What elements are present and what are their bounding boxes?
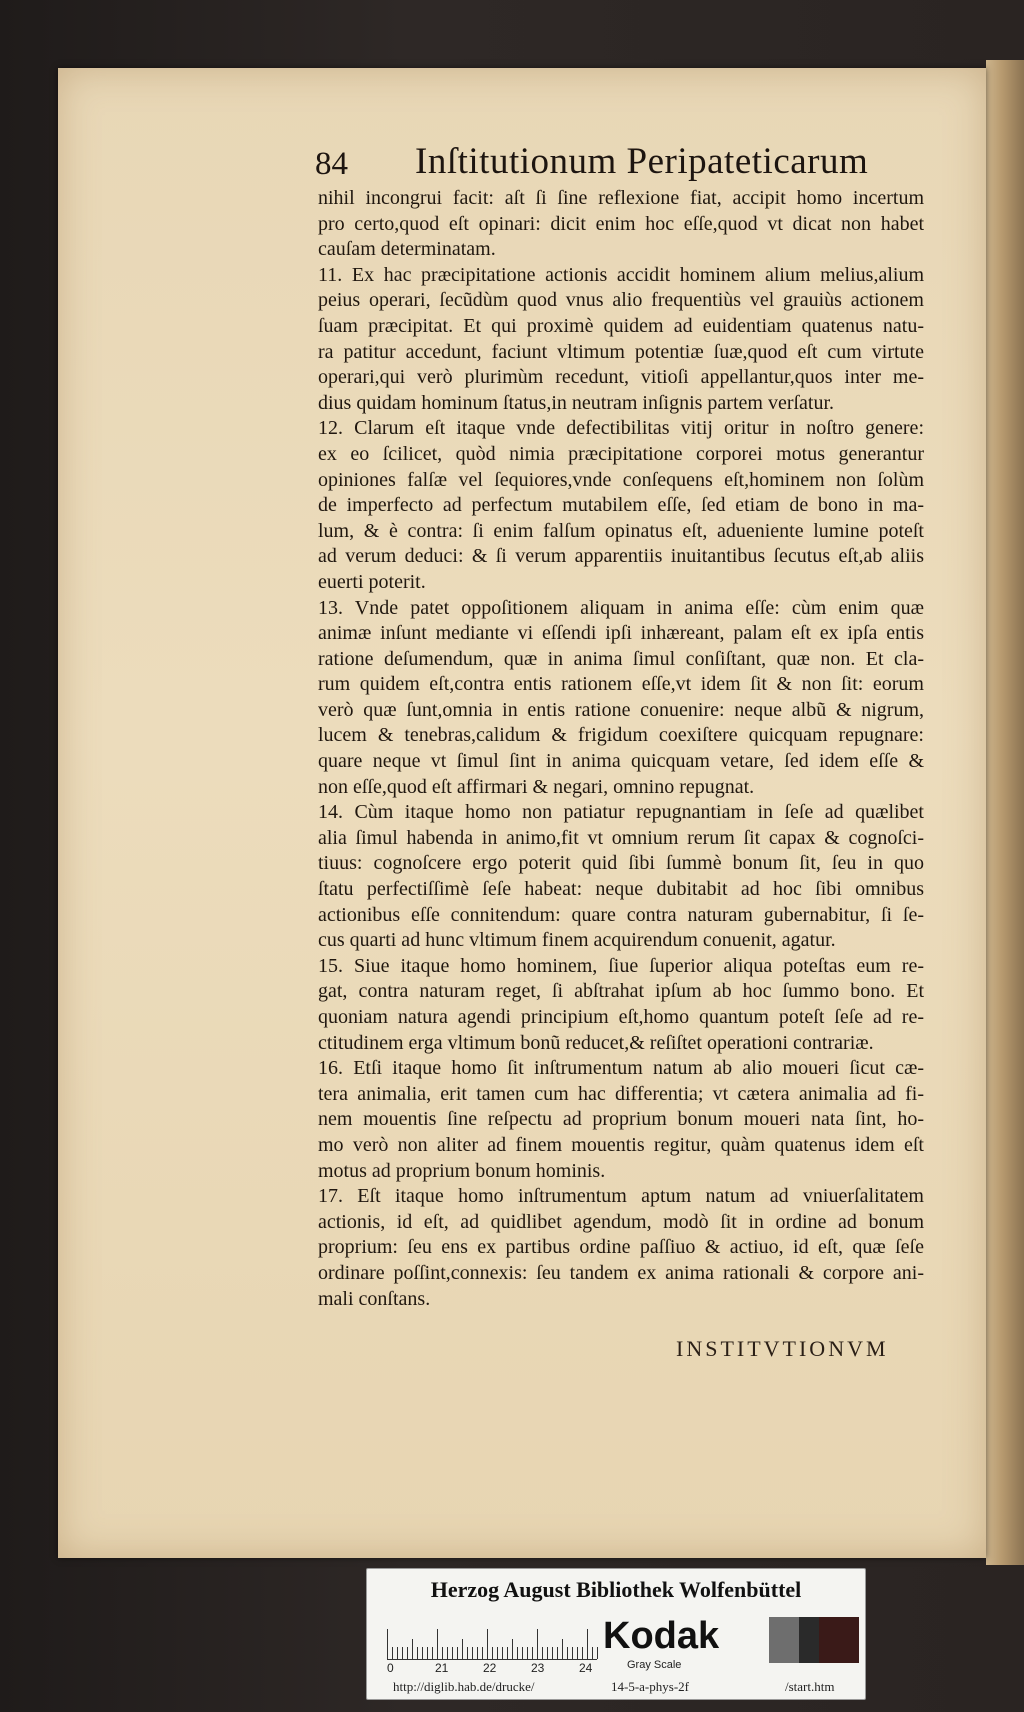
text-line: quare neque vt ſimul ſint in anima quicquam vetare, ſed idem eſſe & <box>318 750 924 773</box>
ruler-tick <box>412 1639 413 1659</box>
text-line: nem mouentis ſine reſpectu ad proprium bonum moueri nata ſint, ho- <box>318 1108 924 1131</box>
text-line: 12. Clarum eſt itaque vnde defectibilitas vitij oritur in noſtro genere: <box>318 417 924 440</box>
text-line: quoniam natura agendi principium eſt,homo quantum poteſt ſeſe ad re- <box>318 1006 924 1028</box>
text-line: lum, & è contra: ſi enim falſum opinatus eſt, adueniente lumine poteſt <box>318 519 924 542</box>
ruler-numbers <box>387 1661 607 1677</box>
start-link: /start.htm <box>785 1679 835 1694</box>
text-line: de imperfecto ad perfectum mutabilem eſſe, ſed etiam de bono in ma- <box>318 494 924 517</box>
text-line: mo verò non aliter ad finem mouentis regitur, quàm quatenus idem eſt <box>318 1133 924 1156</box>
text-line: 17. Eſt itaque homo inſtrumentum aptum natum ad vniuerſalitatem <box>318 1185 924 1208</box>
ruler-tick <box>497 1647 498 1659</box>
text-line: ex eo ſcilicet, quòd nimia præcipitatione corporei motus generantur <box>318 442 924 465</box>
ruler-tick <box>402 1647 403 1659</box>
text-line: verò quæ ſunt,omnia in entis ratione conuenire: neque albũ & nigrum, <box>318 698 924 721</box>
text-line: alia ſimul habenda in animo,fit vt omnium rerum ſit capax & cognoſci- <box>318 826 924 849</box>
text-line: 16. Etſi itaque homo ſit inſtrumentum natum ab alio moueri ſicut cæ- <box>318 1057 924 1080</box>
ruler-tick <box>422 1647 423 1659</box>
ruler-tick <box>432 1647 433 1659</box>
digital-library-url: http://diglib.hab.de/drucke/ <box>393 1679 535 1694</box>
ruler-number: 22 <box>483 1661 497 1675</box>
ruler-tick <box>407 1647 408 1659</box>
ruler-tick <box>597 1647 598 1659</box>
text-line: lucem & tenebras,calidum & frigidum coexiſtere quicquam repugnare: <box>318 724 924 747</box>
ruler-tick <box>442 1647 443 1659</box>
ruler-number: 24 <box>579 1661 593 1675</box>
text-line: tiuus: cognoſcere ergo poterit quid ſibi ſummè bonum ſit, ſeu in quo <box>318 852 924 875</box>
shelfmark: 14-5-a-phys-2f <box>611 1679 689 1694</box>
text-line: cus quarti ad hunc vltimum finem acquirendum conuenit, agatur. <box>318 929 836 952</box>
text-line: ſtatu perfectiſſimè ſeſe habeat: neque dubitabit ad hoc ſibi omnibus <box>318 878 924 901</box>
text-line: ctitudinem erga vltimum bonũ reducet,& reſiſtet operationi contrariæ. <box>318 1031 874 1054</box>
ruler-tick <box>557 1647 558 1659</box>
ruler-tick <box>542 1647 543 1659</box>
text-line: 13. Vnde patet oppoſitionem aliquam in anima eſſe: cùm enim quæ <box>318 596 924 619</box>
kodak-logo: Kodak <box>603 1615 720 1657</box>
ruler-tick <box>397 1647 398 1659</box>
ruler-tick <box>387 1629 388 1659</box>
text-line: operari,qui verò plurimùm recedunt, vitioſi appellantur,quos inter me- <box>318 366 924 389</box>
ruler-tick <box>487 1629 488 1659</box>
ruler-tick <box>547 1647 548 1659</box>
text-line: ad verum deduci: & ſi verum apparentiis inuitantibus ſecutus eſt,ab aliis <box>318 545 924 568</box>
ruler-tick <box>467 1647 468 1659</box>
text-line: motus ad proprium bonum hominis. <box>318 1159 606 1182</box>
ruler-tick <box>417 1647 418 1659</box>
ruler-tick <box>457 1647 458 1659</box>
ruler-tick <box>567 1647 568 1659</box>
text-line: cauſam determinatam. <box>318 238 496 261</box>
ruler-tick <box>532 1647 533 1659</box>
ruler-tick <box>527 1647 528 1659</box>
ruler-tick <box>577 1647 578 1659</box>
text-line: 14. Cùm itaque homo non patiatur repugnantiam in ſeſe ad quælibet <box>318 801 924 824</box>
library-label <box>366 1568 866 1700</box>
running-head <box>315 140 935 190</box>
text-line: pro certo,quod eſt opinari: dicit enim hoc eſſe,quod vt dicat non habet <box>318 212 924 235</box>
ruler-tick <box>437 1629 438 1659</box>
text-line: ordinare poſſint,connexis: ſeu tandem ex anima rationali & corpore ani- <box>318 1261 924 1284</box>
library-name: Herzog August Bibliothek Wolfenbüttel <box>430 1577 802 1602</box>
body-text <box>318 186 924 1312</box>
ruler-tick <box>482 1647 483 1659</box>
ruler-tick <box>477 1647 478 1659</box>
ruler-tick <box>502 1647 503 1659</box>
ruler-tick <box>472 1647 473 1659</box>
text-line: actionis, id eſt, ad quidlibet agendum, modò ſit in ordine ad bonum <box>318 1210 924 1233</box>
text-line: animæ inſunt mediante vi eſſendi ipſi inhæreant, palam eſt ex ipſa entis <box>318 622 924 645</box>
ruler-tick <box>452 1647 453 1659</box>
text-line: rum quidem eſt,contra entis rationem eſſe,vt idem ſit & non ſit: eorum <box>318 673 924 696</box>
url-row <box>367 1677 865 1697</box>
text-line: dius quidam hominum ſtatus,in neutram inſignis partem verſatur. <box>318 391 835 414</box>
ruler-tick <box>447 1647 448 1659</box>
text-line: proprium: ſeu ens ex partibus ordine paſſiuo & actiuo, id eſt, quæ ſeſe <box>318 1236 924 1259</box>
ruler-tick <box>512 1639 513 1659</box>
page-number: 84 <box>315 146 348 182</box>
text-line: actionibus eſſe connitendum: quare contra naturam gubernabitur, ſi ſe- <box>318 903 924 926</box>
ruler-number: 21 <box>435 1661 449 1675</box>
text-line: ratione deſumendum, quæ in anima ſimul conſiſtant, quæ non. Et cla- <box>318 647 924 670</box>
text-line: ſuam præcipitat. Et qui proximè quidem ad euidentiam quatenus natu- <box>318 314 924 337</box>
ruler-tick <box>572 1647 573 1659</box>
ruler-tick <box>462 1639 463 1659</box>
ruler-tick <box>392 1647 393 1659</box>
gray-swatch <box>819 1617 859 1663</box>
ruler-tick <box>562 1639 563 1659</box>
text-line: nihil incongrui facit: aſt ſi ſine reflexione fiat, accipit homo incertum <box>318 187 924 209</box>
ruler-tick <box>427 1647 428 1659</box>
ruler-tick <box>537 1629 538 1659</box>
ruler-number: 23 <box>531 1661 545 1675</box>
measurement-ruler <box>387 1617 597 1660</box>
ruler-tick <box>587 1629 588 1659</box>
text-line: 15. Siue itaque homo hominem, ſiue ſuperior aliqua poteſtas eum re- <box>318 954 924 977</box>
text-line: peius operari, ſecũdùm quod vnus alio frequentiùs vel grauiùs actionem <box>318 289 924 312</box>
text-line: euerti poterit. <box>318 570 426 593</box>
text-line: tera animalia, erit tamen cum hac differentia; vt cætera animalia ad fi- <box>318 1082 924 1105</box>
catchword: INSTITVTIONVM <box>676 1336 889 1361</box>
ruler-tick <box>552 1647 553 1659</box>
text-line: non eſſe,quod eſt affirmari & negari, omnino repugnat. <box>318 775 755 798</box>
text-line: 11. Ex hac præcipitatione actionis accidit hominem alium melius,alium <box>318 263 924 286</box>
running-title: Inſtitutionum Peripateticarum <box>415 141 869 182</box>
ruler-tick <box>517 1647 518 1659</box>
gray-scale-caption: Gray Scale <box>627 1659 682 1671</box>
next-page-edge <box>986 60 1024 1565</box>
ruler-tick <box>522 1647 523 1659</box>
text-line: opiniones falſæ vel ſequiores,vnde conſequens eſt,hominem non ſolùm <box>318 468 924 491</box>
ruler-tick <box>492 1647 493 1659</box>
ruler-tick <box>592 1647 593 1659</box>
text-line: gat, contra naturam reget, ſi abſtrahat ipſum ab hoc ſummo bono. Et <box>318 980 924 1003</box>
text-line: mali conſtans. <box>318 1287 431 1310</box>
ruler-tick <box>507 1647 508 1659</box>
ruler-tick <box>582 1647 583 1659</box>
text-line: ra patitur accedunt, faciunt vltimum potentiæ ſuæ,quod eſt cum virtute <box>318 340 924 363</box>
ruler-number: 0 <box>387 1661 394 1675</box>
